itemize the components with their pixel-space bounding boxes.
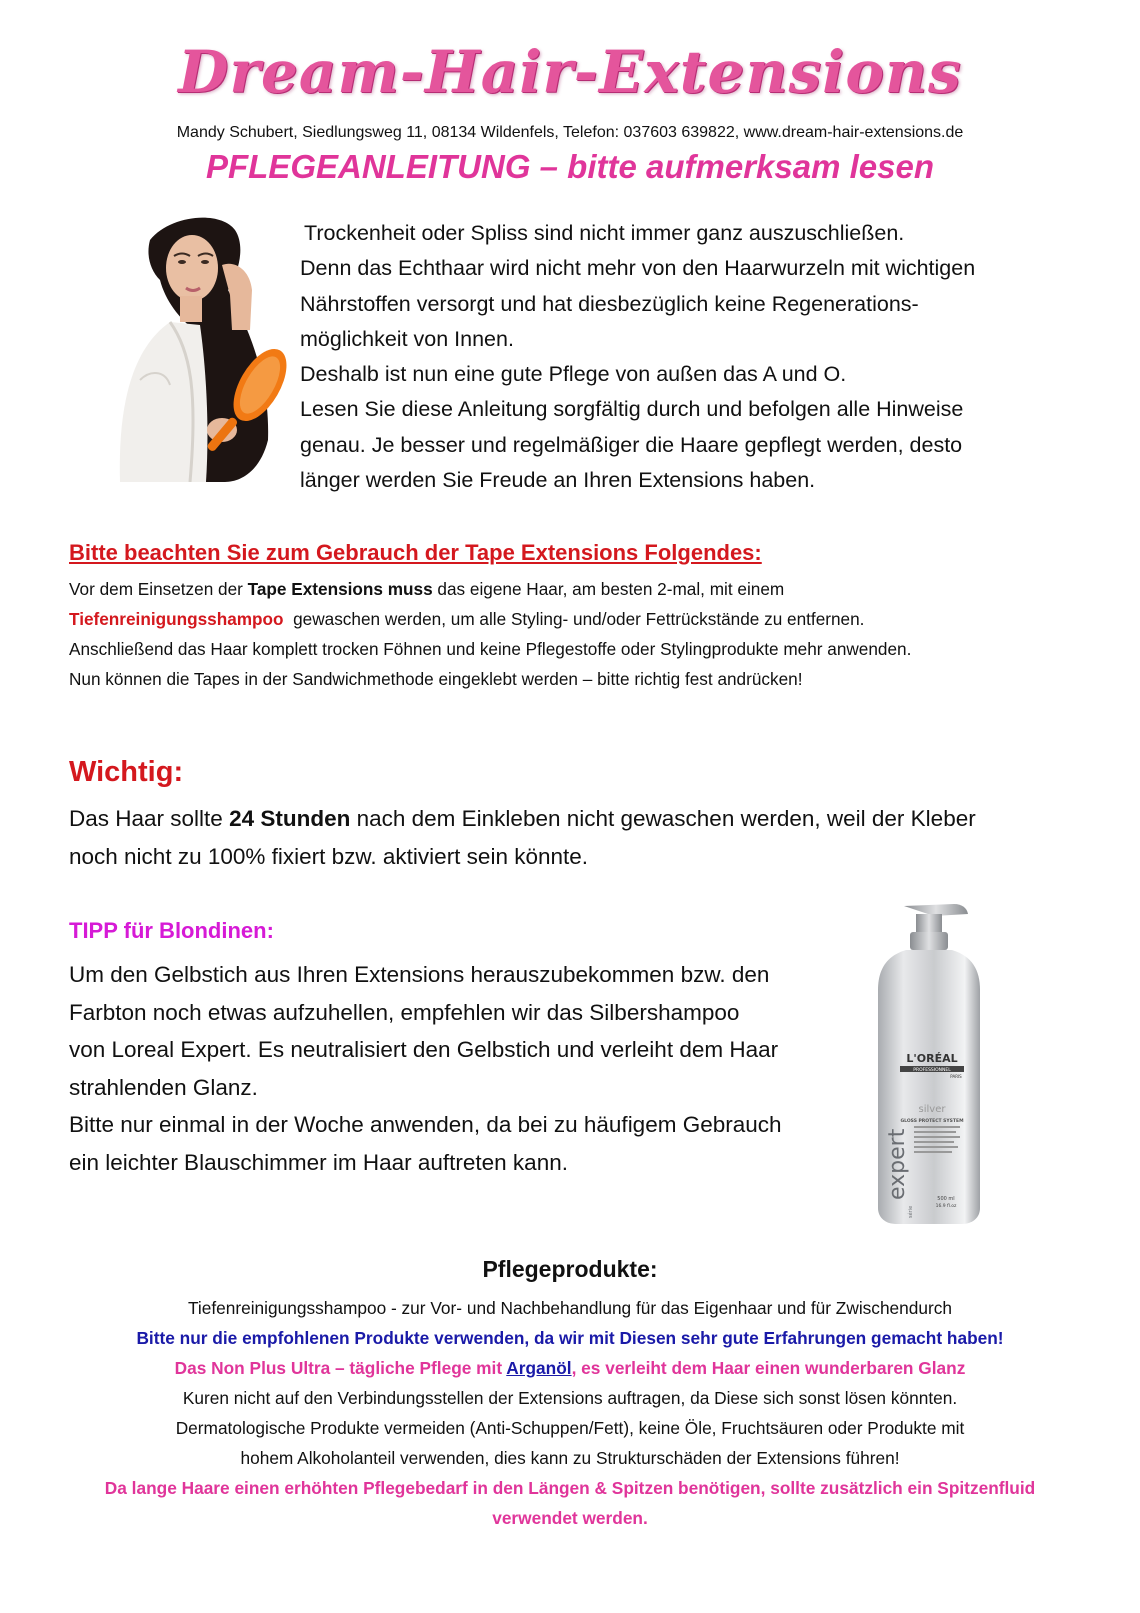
intro-line: Denn das Echthaar wird nicht mehr von den Haarwurzeln mit wichtigen [300, 256, 976, 281]
bottle-system: GLOSS PROTECT SYSTEM [900, 1119, 964, 1124]
text-span: Das Haar sollte [69, 806, 230, 831]
wichtig-line: noch nicht zu 100% fixiert bzw. aktiviert sein könnte. [69, 843, 589, 869]
page-headline: PFLEGEANLEITUNG – bitte aufmerksam lesen [205, 148, 934, 185]
intro-line: länger werden Sie Freude an Ihren Extensions haben. [300, 468, 816, 493]
tipp-line: ein leichter Blauschimmer im Haar auftreten kann. [69, 1149, 568, 1175]
pflege-line: Da lange Haare einen erhöhten Pflegebedarf in den Längen & Spitzen benötigen, sollte zusätzlich ein Spitzenfluid [104, 1478, 1036, 1498]
tipp-line: Farbton noch etwas aufzuhellen, empfehlen wir das Silbershampoo [69, 999, 740, 1025]
text-span: Vor dem Einsetzen der [69, 579, 248, 599]
woman-brushing-hair-photo [110, 210, 302, 482]
pflegeprodukte-text [40, 1293, 1100, 1533]
intro-line: Lesen Sie diese Anleitung sorgfältig durch und befolgen alle Hinweise [300, 397, 964, 422]
bottle-volume-oz: 16.9 fl.oz [935, 1204, 957, 1209]
tipp-line: Bitte nur einmal in der Woche anwenden, da bei zu häufigem Gebrauch [69, 1112, 782, 1138]
bottle-series: expert [885, 1128, 910, 1200]
intro-line: Trockenheit oder Spliss sind nicht immer ganz auszuschließen. [304, 221, 905, 245]
intro-text [300, 216, 1090, 498]
pflege-line: Dermatologische Produkte vermeiden (Anti-Schuppen/Fett), keine Öle, Fruchtsäuren oder Produkte mit [175, 1418, 965, 1438]
text-span: gewaschen werden, um alle Styling- und/oder Fettrückstände zu entfernen. [283, 609, 865, 629]
tape-section-title: Bitte beachten Sie zum Gebrauch der Tape Extensions Folgendes: [69, 540, 762, 565]
intro-line: Nährstoffen versorgt und hat diesbezüglich keine Regenerations- [300, 291, 919, 316]
pflegeprodukte-title: Pflegeprodukte: [482, 1256, 658, 1282]
shampoo-highlight: Tiefenreinigungsshampoo [69, 609, 284, 629]
pflege-line: Kuren nicht auf den Verbindungsstellen der Extensions auftragen, da Diese sich sonst lösen könnten. [182, 1388, 958, 1408]
tape-line: Anschließend das Haar komplett trocken Föhnen und keine Pflegestoffe oder Stylingprodukte mehr anwenden. [69, 639, 912, 659]
bold-text: 24 Stunden [229, 806, 351, 831]
pflege-line [40, 1353, 1100, 1383]
intro-line: Deshalb ist nun eine gute Pflege von außen das A und O. [300, 362, 847, 387]
text-span: das eigene Haar, am besten 2-mal, mit einem [432, 579, 785, 599]
tape-line [69, 574, 1089, 604]
text-span: nach dem Einkleben nicht gewaschen werden, weil der Kleber [350, 806, 976, 831]
pflege-line: Bitte nur die empfohlenen Produkte verwenden, da wir mit Diesen sehr gute Erfahrungen gemacht haben! [136, 1328, 1004, 1348]
text-span: Das Non Plus Ultra – tägliche Pflege mit [174, 1358, 507, 1378]
tipp-line: Um den Gelbstich aus Ihren Extensions herauszubekommen bzw. den [69, 962, 770, 987]
bottle-sub: PROFESSIONNEL [913, 1068, 951, 1073]
tipp-line: strahlenden Glanz. [69, 1074, 258, 1100]
tipp-title: TIPP für Blondinen: [69, 918, 274, 943]
shampoo-bottle-image [872, 900, 990, 1230]
tape-line [69, 604, 1089, 634]
logo: Dream-Hair-Extensions [178, 38, 962, 106]
bottle-volume: 500 ml [937, 1196, 955, 1202]
pflege-line: Tiefenreinigungsshampoo - zur Vor- und Nachbehandlung für das Eigenhaar und für Zwischendurch [187, 1298, 953, 1318]
tipp-line: von Loreal Expert. Es neutralisiert den Gelbstich und verleiht dem Haar [69, 1037, 779, 1063]
bottle-product: silver [918, 1104, 946, 1115]
tape-instructions [69, 574, 1089, 694]
contact-address: Mandy Schubert, Siedlungsweg 11, 08134 Wildenfels, Telefon: 037603 639822, www.dream-hair-extensions.de [176, 124, 964, 141]
tipp-text [69, 956, 869, 1182]
intro-line: genau. Je besser und regelmäßiger die Haare gepflegt werden, desto [300, 432, 963, 457]
pflege-line: hohem Alkoholanteil verwenden, dies kann zu Strukturschäden der Extensions führen! [240, 1448, 900, 1468]
intro-line: möglichkeit von Innen. [300, 326, 514, 351]
bottle-serie-label: série [908, 1205, 914, 1218]
pflege-line: verwendet werden. [492, 1508, 648, 1528]
wichtig-line [69, 800, 1089, 838]
text-span: , es verleiht dem Haar einen wunderbaren Glanz [571, 1358, 966, 1378]
arganoel-link[interactable]: Arganöl [506, 1358, 572, 1378]
wichtig-title: Wichtig: [69, 756, 184, 788]
tape-line: Nun können die Tapes in der Sandwichmethode eingeklebt werden – bitte richtig fest andrücken! [69, 669, 803, 689]
wichtig-text [69, 800, 1089, 875]
bottle-brand: L'ORÉAL [906, 1052, 958, 1065]
bold-text: Tape Extensions muss [247, 579, 433, 599]
bottle-city: PARIS [950, 1074, 962, 1079]
